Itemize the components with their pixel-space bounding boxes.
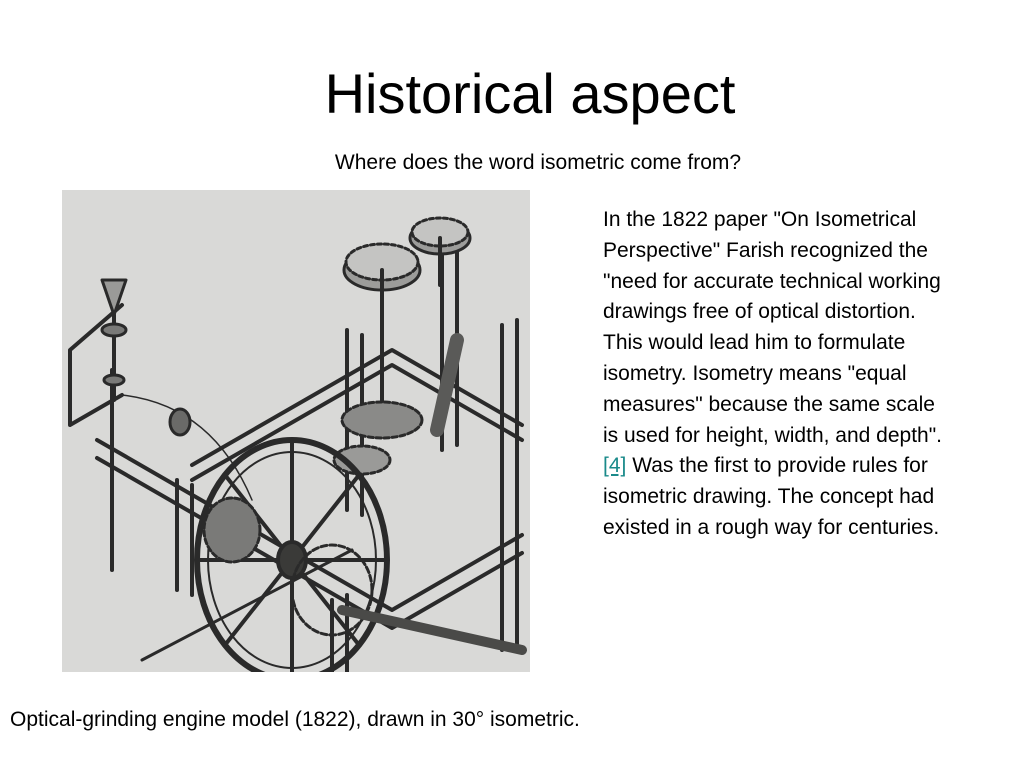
- figure-caption: Optical-grinding engine model (1822), drawn in 30° isometric.: [10, 708, 580, 731]
- engine-illustration: [62, 190, 530, 672]
- body-paragraph: [603, 205, 948, 544]
- body-text-before-link: In the 1822 paper "On Isometrical Perspective" Farish recognized the "need for accurate technical working drawings free of optical distortion. This would lead him to formulate isometry. Isometry means "equal measures" because the same scale is used for height, width, and depth".: [603, 208, 943, 447]
- body-text-after-link: Was the first to provide rules for isometric drawing. The concept had existed in a rough way for centuries.: [603, 454, 940, 539]
- slide-title: Historical aspect: [324, 62, 736, 125]
- citation-link[interactable]: [4]: [603, 454, 627, 478]
- slide-subtitle: Where does the word isometric come from?: [334, 151, 742, 174]
